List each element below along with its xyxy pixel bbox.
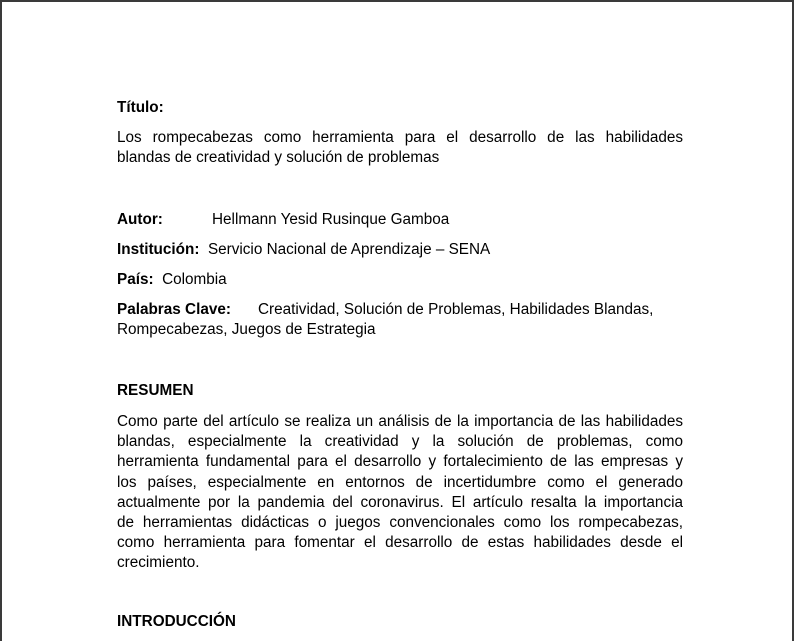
title-label: Título: — [117, 99, 164, 116]
institution-value: Servicio Nacional de Aprendizaje – SENA — [207, 241, 491, 258]
abstract-line-4: los países, especialmente en entornos de incertidumbre como el generado — [117, 473, 683, 491]
country-label: País: — [117, 271, 154, 288]
abstract-line-5: actualmente por la pandemia del coronavirus. El artículo resalta la importancia — [117, 493, 683, 511]
keywords-line-2: Rompecabezas, Juegos de Estrategia — [117, 321, 376, 339]
abstract-heading: RESUMEN — [117, 382, 194, 399]
institution-row — [117, 240, 683, 260]
title-line-2: blandas de creatividad y solución de problemas — [117, 149, 440, 167]
abstract-body — [117, 412, 683, 574]
abstract-line-8: crecimiento. — [117, 554, 200, 572]
country-row — [117, 270, 683, 290]
intro-heading: INTRODUCCIÓN — [117, 613, 236, 630]
author-label: Autor: — [117, 211, 163, 228]
title-line-1: Los rompecabezas como herramienta para el desarrollo de las habilidades — [117, 129, 683, 146]
keywords-label: Palabras Clave: — [117, 301, 231, 318]
abstract-line-3: herramienta fundamental para el desarrollo y fortalecimiento de las empresas y — [117, 453, 683, 471]
keywords-line-1: Creatividad, Solución de Problemas, Habilidades Blandas, — [258, 301, 654, 318]
keywords-row — [117, 300, 683, 340]
document-title — [117, 128, 683, 168]
author-value: Hellmann Yesid Rusinque Gamboa — [212, 211, 450, 228]
institution-label: Institución: — [117, 241, 200, 258]
abstract-line-6: de herramientas didácticas o juegos convencionales como los rompecabezas, — [117, 514, 683, 532]
abstract-line-1: Como parte del artículo se realiza un análisis de la importancia de las habilidades — [117, 413, 683, 430]
country-value: Colombia — [162, 271, 227, 288]
abstract-line-7: como herramienta para fomentar el desarrollo de estas habilidades desde el — [117, 534, 683, 552]
author-row — [117, 210, 683, 230]
abstract-line-2: blandas, especialmente la creatividad y la solución de problemas, como — [117, 433, 683, 451]
